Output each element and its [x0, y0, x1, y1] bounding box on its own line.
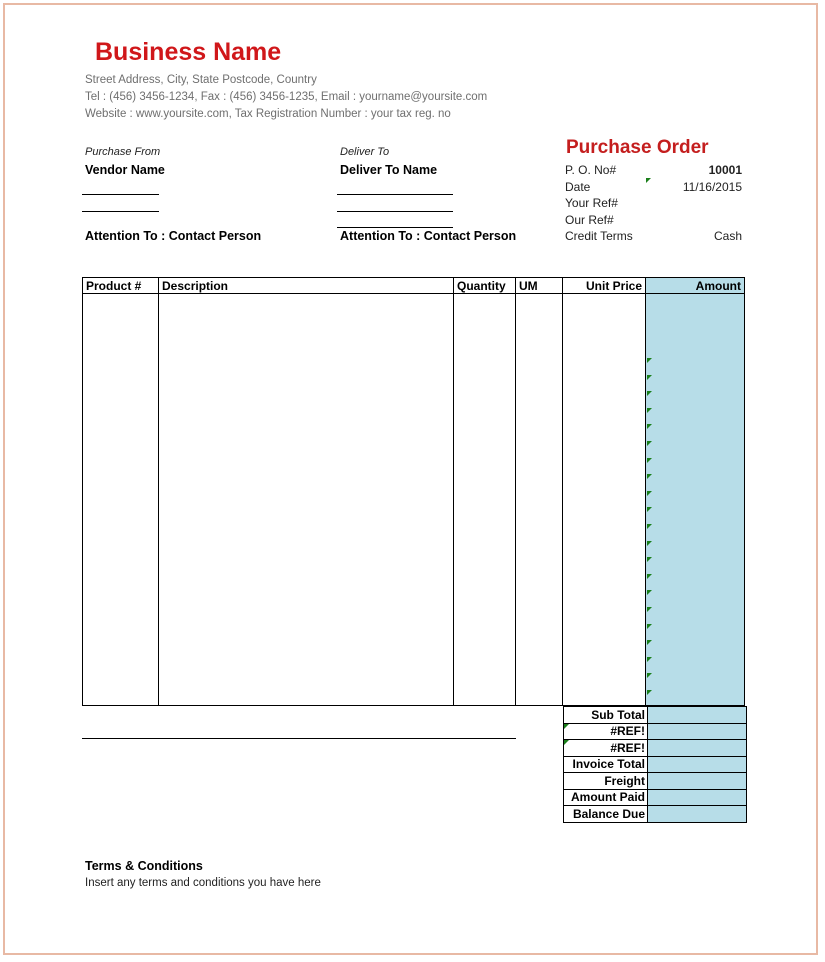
your-ref-label: Your Ref# [565, 196, 618, 210]
balance-due-label: Balance Due [564, 806, 648, 823]
header-product: Product # [83, 278, 159, 294]
um-column[interactable] [516, 294, 563, 706]
deliver-address-line-2 [337, 211, 453, 212]
description-column[interactable] [159, 294, 454, 706]
header-amount: Amount [646, 278, 745, 294]
table-row [564, 789, 747, 806]
comment-marker [647, 574, 652, 579]
date-label: Date [565, 180, 591, 194]
table-row [564, 773, 747, 790]
our-ref-label: Our Ref# [565, 213, 614, 227]
business-address: Street Address, City, State Postcode, Country [85, 74, 317, 86]
product-column[interactable] [83, 294, 159, 706]
business-contact: Tel : (456) 3456-1234, Fax : (456) 3456-1235, Email : yourname@yoursite.com [85, 91, 488, 103]
amount-paid-value[interactable] [648, 789, 747, 806]
comment-marker [647, 673, 652, 678]
comment-marker [647, 458, 652, 463]
purchase-order-title: Purchase Order [566, 137, 709, 158]
comment-marker [647, 690, 652, 695]
comment-marker [564, 724, 569, 729]
invoice-total-value[interactable] [648, 756, 747, 773]
header-unit-price: Unit Price [563, 278, 646, 294]
subtotal-label: Sub Total [564, 707, 648, 724]
amount-column[interactable] [646, 294, 745, 706]
table-body-row [83, 294, 745, 706]
invoice-total-label: Invoice Total [564, 756, 648, 773]
header-um: UM [516, 278, 563, 294]
line-items-table [82, 277, 745, 706]
comment-marker [647, 424, 652, 429]
comment-marker [647, 375, 652, 380]
comment-marker [647, 657, 652, 662]
comment-marker [647, 507, 652, 512]
vendor-name: Vendor Name [85, 163, 165, 177]
terms-text: Insert any terms and conditions you have here [85, 877, 321, 889]
comment-marker [647, 607, 652, 612]
subtotal-value[interactable] [648, 707, 747, 724]
comment-marker [647, 441, 652, 446]
deliver-to-name: Deliver To Name [340, 163, 438, 177]
comment-marker [647, 391, 652, 396]
comment-marker [647, 474, 652, 479]
comment-marker [647, 491, 652, 496]
purchase-from-label: Purchase From [85, 146, 161, 158]
totals-table [563, 706, 747, 823]
comment-marker [647, 590, 652, 595]
comment-marker [647, 624, 652, 629]
comment-marker [647, 541, 652, 546]
table-row [564, 723, 747, 740]
vendor-address-line-2 [82, 211, 159, 212]
amount-paid-label: Amount Paid [564, 789, 648, 806]
table-row [564, 756, 747, 773]
ref-label-2: #REF! [564, 740, 648, 757]
ref-value-2[interactable] [648, 740, 747, 757]
business-website: Website : www.yoursite.com, Tax Registration Number : your tax reg. no [85, 108, 451, 120]
po-number-label: P. O. No# [565, 163, 617, 177]
po-number-value: 10001 [708, 163, 742, 177]
comment-marker [647, 408, 652, 413]
table-row [564, 707, 747, 724]
comment-marker [647, 524, 652, 529]
vendor-attention: Attention To : Contact Person [85, 229, 262, 243]
comment-marker [646, 178, 651, 183]
credit-terms-value: Cash [713, 229, 742, 243]
freight-value[interactable] [648, 773, 747, 790]
comment-marker [564, 740, 569, 745]
ref-value-1[interactable] [648, 723, 747, 740]
header-description: Description [159, 278, 454, 294]
comment-marker [647, 557, 652, 562]
table-header-row [83, 278, 745, 294]
ref-label-1: #REF! [564, 723, 648, 740]
date-value: 11/16/2015 [682, 180, 742, 194]
deliver-to-label: Deliver To [340, 146, 390, 158]
business-name: Business Name [95, 38, 282, 66]
credit-terms-label: Credit Terms [565, 229, 633, 243]
terms-title: Terms & Conditions [85, 859, 203, 873]
table-row [564, 740, 747, 757]
vendor-address-line-1 [82, 194, 159, 195]
header-quantity: Quantity [454, 278, 516, 294]
deliver-address-line-3 [337, 227, 453, 228]
comment-marker [647, 358, 652, 363]
balance-due-value[interactable] [648, 806, 747, 823]
quantity-column[interactable] [454, 294, 516, 706]
signature-line [82, 738, 516, 739]
freight-label: Freight [564, 773, 648, 790]
table-row [564, 806, 747, 823]
comment-marker [647, 640, 652, 645]
deliver-address-line-1 [337, 194, 453, 195]
deliver-attention: Attention To : Contact Person [340, 229, 517, 243]
unit-price-column[interactable] [563, 294, 646, 706]
